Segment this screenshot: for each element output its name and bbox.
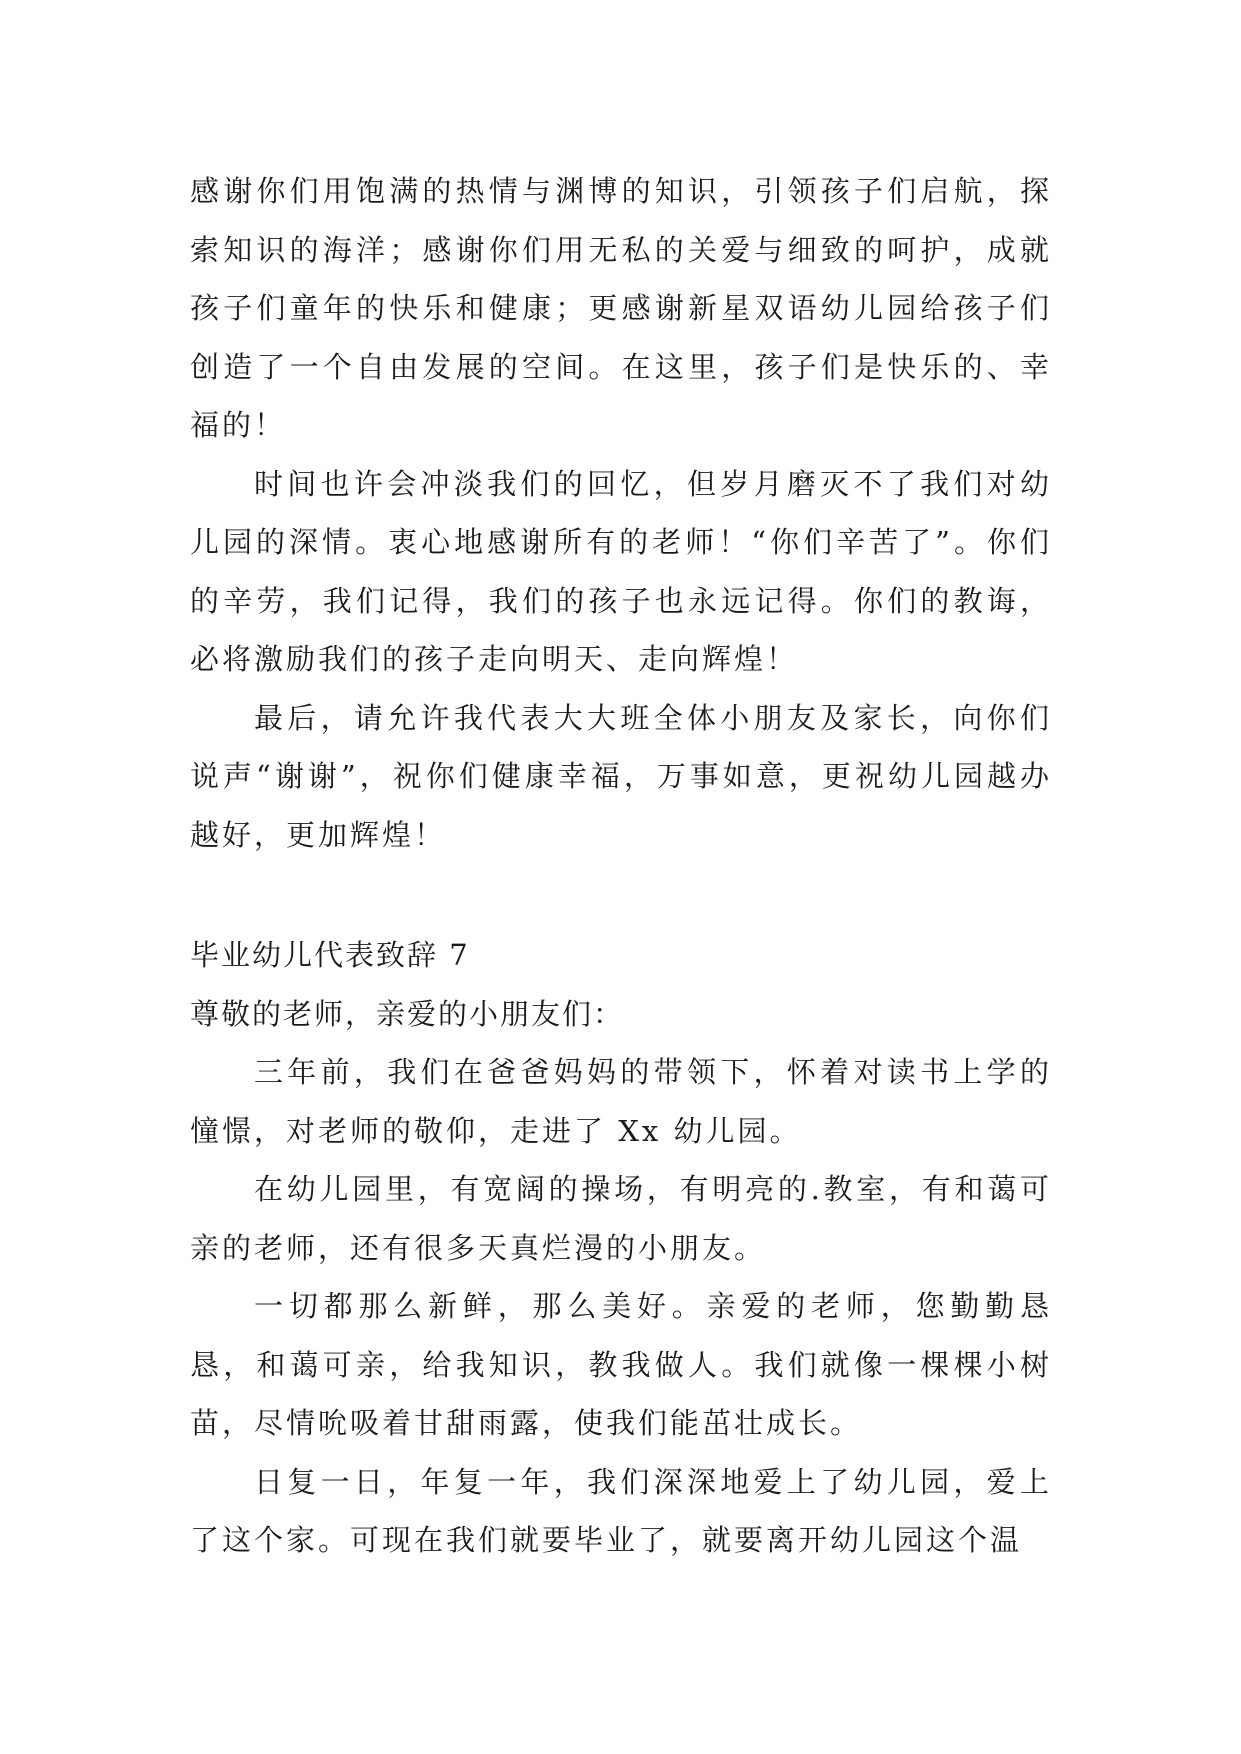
paragraph-memories: 时间也许会冲淡我们的回忆，但岁月磨灭不了我们对幼儿园的深情。衷心地感谢所有的老师！“你们辛苦了”。你们的辛劳，我们记得，我们的孩子也永远记得。你们的教诲，必将激励我们的孩子走向明天、走向辉煌！ (190, 466, 1052, 676)
section-gap (190, 864, 1052, 926)
paragraph-thanks: 感谢你们用饱满的热情与渊博的知识，引领孩子们启航，探索知识的海洋；感谢你们用无私的关爱与细致的呵护，成就孩子们童年的快乐和健康；更感谢新星双语幼儿园给孩子们创造了一个自由发展的空间。在这里，孩子们是快乐的、幸福的！ (190, 174, 1052, 442)
paragraph-teachers: 一切都那么新鲜，那么美好。亲爱的老师，您勤勤恳恳，和蔼可亲，给我知识，教我做人。我们就像一棵棵小树苗，尽情吮吸着甘甜雨露，使我们能茁壮成长。 (190, 1289, 1052, 1440)
salutation: 尊敬的老师，亲爱的小朋友们： (190, 996, 625, 1031)
paragraph-kindergarten: 在幼儿园里，有宽阔的操场，有明亮的.教室，有和蔼可亲的老师，还有很多天真烂漫的小朋友。 (190, 1172, 1052, 1265)
section-title: 毕业幼儿代表致辞 7 (190, 938, 470, 972)
document-body (190, 162, 1052, 1570)
paragraph-closing: 最后，请允许我代表大大班全体小朋友及家长，向你们说声“谢谢”，祝你们健康幸福，万事如意，更祝幼儿园越办越好，更加辉煌！ (190, 700, 1052, 852)
paragraph-three-years-ago: 三年前，我们在爸爸妈妈的带领下，怀着对读书上学的憧憬，对老师的敬仰，走进了 Xx 幼儿园。 (190, 1055, 1052, 1148)
paragraph-day-after-day: 日复一日，年复一年，我们深深地爱上了幼儿园，爱上了这个家。可现在我们就要毕业了，就要离开幼儿园这个温 (190, 1464, 1052, 1557)
